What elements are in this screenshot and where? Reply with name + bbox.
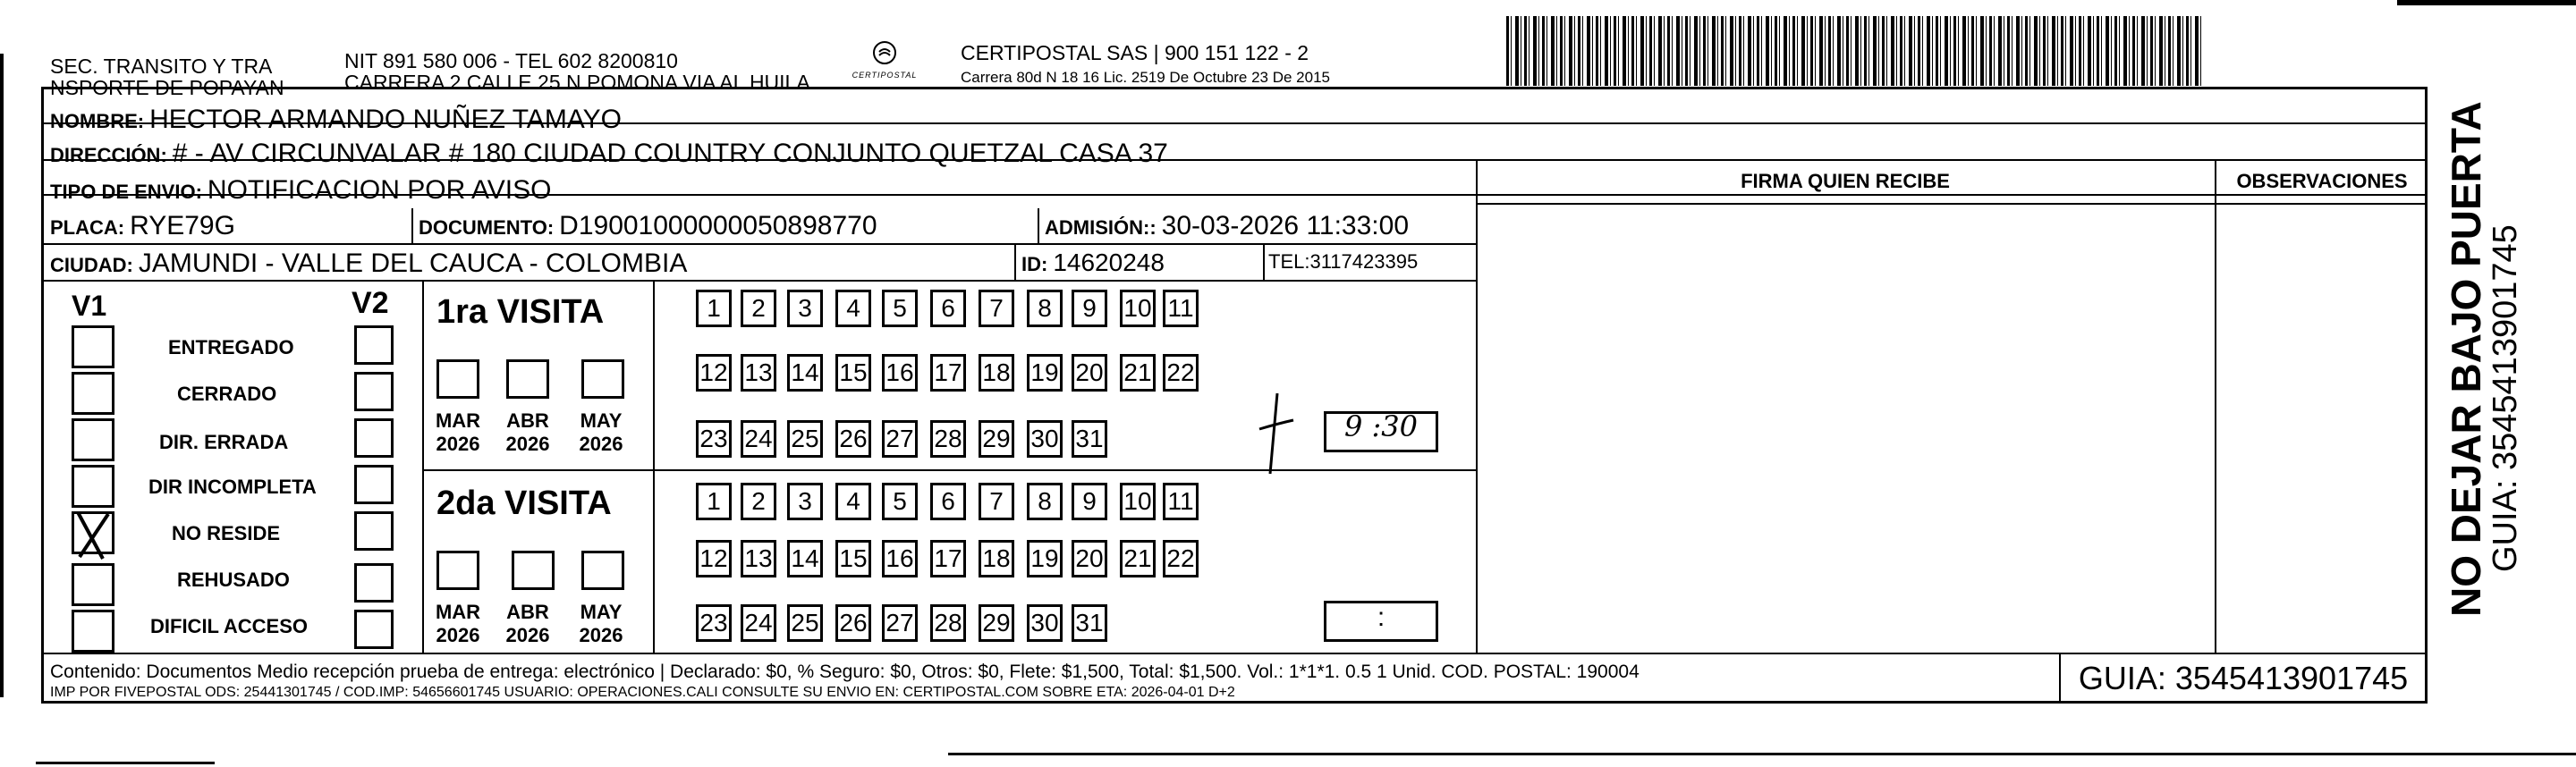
v2-checkbox[interactable] xyxy=(354,418,394,458)
footer-guide: GUIA: 3545413901745 xyxy=(2078,660,2409,696)
visit-2-day-16[interactable]: 16 xyxy=(882,540,918,577)
visit-1-day-15[interactable]: 15 xyxy=(835,354,871,392)
vrule-main xyxy=(1476,159,1478,653)
visit-1-month-may[interactable] xyxy=(581,359,624,399)
visit-2-day-5[interactable]: 5 xyxy=(882,483,918,520)
carrier-logo xyxy=(844,39,925,89)
visit-1-day-8[interactable]: 8 xyxy=(1027,290,1063,327)
visit-2-day-10[interactable]: 10 xyxy=(1120,483,1156,520)
bottom-left-edge xyxy=(36,762,215,764)
visit-1-day-9[interactable]: 9 xyxy=(1072,290,1107,327)
address-row xyxy=(50,139,1168,169)
plate-label: PLACA: xyxy=(50,216,125,239)
document-row xyxy=(419,211,877,241)
visit-2-day-1[interactable]: 1 xyxy=(696,483,732,520)
v1-checkbox[interactable] xyxy=(72,325,114,368)
visit-1-day-17[interactable]: 17 xyxy=(930,354,966,392)
vrule-adm xyxy=(1038,208,1039,243)
carrier-block xyxy=(961,41,1330,87)
visit-2-day-24[interactable]: 24 xyxy=(741,604,776,642)
sender-line-1: SEC. TRANSITO Y TRA xyxy=(50,55,273,78)
visit-1-day-10[interactable]: 10 xyxy=(1120,290,1156,327)
handwritten-mark-icon xyxy=(1250,384,1304,483)
visit-2-day-20[interactable]: 20 xyxy=(1072,540,1107,577)
option-dir-incompleta: DIR INCOMPLETA xyxy=(148,476,317,498)
visit-2-day-21[interactable]: 21 xyxy=(1120,540,1156,577)
recipient-address: # - AV CIRCUNVALAR # 180 CIUDAD COUNTRY CONJUNTO QUETZAL CASA 37 xyxy=(172,139,1168,168)
address-label: DIRECCIÓN: xyxy=(50,144,167,166)
vrule-id xyxy=(1014,243,1016,280)
vrule-tel xyxy=(1263,243,1265,280)
visit-1-day-29[interactable]: 29 xyxy=(979,420,1014,458)
v1-checkbox-checked[interactable] xyxy=(72,511,114,554)
vrule-obs xyxy=(2215,159,2216,653)
option-cerrado: CERRADO xyxy=(177,383,277,405)
rule-5 xyxy=(41,243,1476,245)
visit-2-day-9[interactable]: 9 xyxy=(1072,483,1107,520)
visit-2-title: 2da VISITA xyxy=(436,485,612,522)
header-rule xyxy=(1476,203,2428,205)
visit-2-day-17[interactable]: 17 xyxy=(930,540,966,577)
visit-2-day-7[interactable]: 7 xyxy=(979,483,1014,520)
left-edge-mark xyxy=(0,54,4,697)
visit-2-day-18[interactable]: 18 xyxy=(979,540,1014,577)
observations-header: OBSERVACIONES xyxy=(2236,170,2408,192)
v2-checkbox[interactable] xyxy=(354,465,394,504)
v1-checkbox[interactable] xyxy=(72,372,114,415)
document-label: DOCUMENTO: xyxy=(419,216,555,239)
visit-1-day-25[interactable]: 25 xyxy=(787,420,823,458)
v1-checkbox[interactable] xyxy=(72,418,114,461)
visit-1-month-label-may: MAY 2026 xyxy=(579,409,623,455)
visit-1-month-mar[interactable] xyxy=(436,359,479,399)
visit-2-day-30[interactable]: 30 xyxy=(1027,604,1063,642)
barcode xyxy=(1506,16,2202,86)
visit-2-day-4[interactable]: 4 xyxy=(835,483,871,520)
visit-1-day-20[interactable]: 20 xyxy=(1072,354,1107,392)
plate-row xyxy=(50,211,235,241)
visit-2-day-25[interactable]: 25 xyxy=(787,604,823,642)
visit-1-time: 9 :30 xyxy=(1343,409,1419,443)
v2-checkbox[interactable] xyxy=(354,563,394,603)
tel-row xyxy=(1268,250,1418,274)
carrier-logo-icon xyxy=(871,39,898,66)
visit-2-day-26[interactable]: 26 xyxy=(835,604,871,642)
city-label: CIUDAD: xyxy=(50,254,133,276)
visit-1-day-23[interactable]: 23 xyxy=(696,420,732,458)
tel-number: 3117423395 xyxy=(1309,250,1419,273)
visit-2-month-mar[interactable] xyxy=(436,551,479,590)
side-warning: NO DEJAR BAJO PUERTA xyxy=(2443,101,2489,617)
visit-2-day-2[interactable]: 2 xyxy=(741,483,776,520)
visit-2-month-label-may: MAY 2026 xyxy=(579,601,623,646)
visit-1-day-26[interactable]: 26 xyxy=(835,420,871,458)
id-label: ID: xyxy=(1021,253,1048,275)
visit-1-day-11[interactable]: 11 xyxy=(1163,290,1199,327)
side-guide: GUIA: 3545413901745 xyxy=(2487,224,2524,572)
send-type-label: TIPO DE ENVIO: xyxy=(50,181,202,203)
id-number: 14620248 xyxy=(1053,249,1165,276)
sender-line-2: NSPORTE DE POPAYAN xyxy=(50,76,284,99)
send-type-row xyxy=(50,175,551,206)
option-dificil-acceso: DIFICIL ACCESO xyxy=(150,615,309,637)
carrier-name: CERTIPOSTAL SAS | 900 151 122 - 2 xyxy=(961,41,1309,64)
visit-2-day-14[interactable]: 14 xyxy=(787,540,823,577)
v2-checkbox[interactable] xyxy=(354,511,394,551)
send-type: NOTIFICACION POR AVISO xyxy=(207,175,552,205)
admission-row xyxy=(1045,211,1409,241)
vrule-doc xyxy=(411,208,413,243)
id-row xyxy=(1021,249,1165,277)
v1-checkbox[interactable] xyxy=(72,610,114,653)
v1-label: V1 xyxy=(72,290,107,322)
visit-2-day-31[interactable]: 31 xyxy=(1072,604,1107,642)
visit-2-day-3[interactable]: 3 xyxy=(787,483,823,520)
visit-2-time: : xyxy=(1377,603,1385,632)
visit-2-day-22[interactable]: 22 xyxy=(1163,540,1199,577)
visit-2-day-6[interactable]: 6 xyxy=(930,483,966,520)
recipient-name: HECTOR ARMANDO NUÑEZ TAMAYO xyxy=(149,105,622,134)
visit-1-day-28[interactable]: 28 xyxy=(930,420,966,458)
document-number: D19001000000050898770 xyxy=(559,211,877,240)
visit-2-day-13[interactable]: 13 xyxy=(741,540,776,577)
visit-2-month-label-abr: ABR 2026 xyxy=(505,601,550,646)
visit-1-day-12[interactable]: 12 xyxy=(696,354,732,392)
visit-2-day-15[interactable]: 15 xyxy=(835,540,871,577)
signature-header: FIRMA QUIEN RECIBE xyxy=(1741,170,1950,192)
visit-1-month-abr[interactable] xyxy=(506,359,549,399)
visit-2-day-29[interactable]: 29 xyxy=(979,604,1014,642)
visit-2-day-23[interactable]: 23 xyxy=(696,604,732,642)
check-mark-icon xyxy=(67,505,121,562)
visit-1-day-3[interactable]: 3 xyxy=(787,290,823,327)
v1-checkbox[interactable] xyxy=(72,563,114,606)
visit-1-title: 1ra VISITA xyxy=(436,293,605,331)
visit-1-day-19[interactable]: 19 xyxy=(1027,354,1063,392)
visit-1-day-1[interactable]: 1 xyxy=(696,290,732,327)
visit-1-day-5[interactable]: 5 xyxy=(882,290,918,327)
visit-2-day-28[interactable]: 28 xyxy=(930,604,966,642)
city: JAMUNDI - VALLE DEL CAUCA - COLOMBIA xyxy=(138,249,688,278)
carrier-logo-text: CERTIPOSTAL xyxy=(852,71,918,80)
option-entregado: ENTREGADO xyxy=(168,336,294,358)
visit-1-day-30[interactable]: 30 xyxy=(1027,420,1063,458)
vrule-visit xyxy=(653,280,655,653)
name-label: NOMBRE: xyxy=(50,110,145,132)
admission-label: ADMISIÓN:: xyxy=(1045,216,1157,239)
city-row xyxy=(50,249,687,279)
visit-1-day-7[interactable]: 7 xyxy=(979,290,1014,327)
v2-label: V2 xyxy=(352,286,389,320)
bottom-edge xyxy=(948,753,2576,755)
option-dir-errada: DIR. ERRADA xyxy=(159,431,289,453)
option-no-reside: NO RESIDE xyxy=(172,522,281,544)
v2-checkbox[interactable] xyxy=(354,372,394,411)
visit-1-day-2[interactable]: 2 xyxy=(741,290,776,327)
v2-checkbox[interactable] xyxy=(354,610,394,649)
visit-2-day-8[interactable]: 8 xyxy=(1027,483,1063,520)
option-rehusado: REHUSADO xyxy=(177,569,290,591)
nit-line: NIT 891 580 006 - TEL 602 8200810 xyxy=(344,49,678,72)
visit-1-day-31[interactable]: 31 xyxy=(1072,420,1107,458)
visit-2-month-label-mar: MAR 2026 xyxy=(435,601,481,646)
visit-2-month-may[interactable] xyxy=(581,551,624,590)
footer-content: Contenido: Documentos Medio recepción prueba de entrega: electrónico | Declarado: $0, % Seguro: $0, Otros: $0, Flete: $1,500, Total: $1,500. Vol.: 1*1*1. 0.5 1 Unid. COD. POSTAL: 190004 xyxy=(50,662,1640,682)
corner-mark xyxy=(2397,0,2576,5)
visit-2-day-12[interactable]: 12 xyxy=(696,540,732,577)
visit-2-day-11[interactable]: 11 xyxy=(1163,483,1199,520)
visit-1-day-22[interactable]: 22 xyxy=(1163,354,1199,392)
v2-checkbox[interactable] xyxy=(354,325,394,365)
rule-6 xyxy=(41,280,1476,282)
plate: RYE79G xyxy=(130,211,235,240)
tel-label: TEL: xyxy=(1268,250,1310,273)
name-row xyxy=(50,105,622,135)
visit-1-day-14[interactable]: 14 xyxy=(787,354,823,392)
visit-2-month-abr[interactable] xyxy=(512,551,555,590)
visit-2-day-19[interactable]: 19 xyxy=(1027,540,1063,577)
visit-1-day-4[interactable]: 4 xyxy=(835,290,871,327)
v1-checkbox[interactable] xyxy=(72,465,114,508)
carrier-license: Carrera 80d N 18 16 Lic. 2519 De Octubre 23 De 2015 xyxy=(961,69,1330,86)
sender-address: CARRERA 2 CALLE 25 N POMONA VIA AL HUILA xyxy=(344,71,810,94)
visit-1-day-21[interactable]: 21 xyxy=(1120,354,1156,392)
visit-1-month-label-mar: MAR 2026 xyxy=(435,409,481,455)
visit-1-day-18[interactable]: 18 xyxy=(979,354,1014,392)
vrule-status xyxy=(422,280,424,653)
visit-1-day-24[interactable]: 24 xyxy=(741,420,776,458)
footer-print-info: IMP POR FIVEPOSTAL ODS: 25441301745 / COD.IMP: 54656601745 USUARIO: OPERACIONES.CALI CONSULTE SU ENVIO EN: CERTIPOSTAL.COM SOBRE ETA: 2026-04-01 D+2 xyxy=(50,685,1235,700)
admission-datetime: 30-03-2026 11:33:00 xyxy=(1161,211,1409,240)
visit-1-day-13[interactable]: 13 xyxy=(741,354,776,392)
rule-visits xyxy=(422,469,1476,471)
visit-1-day-6[interactable]: 6 xyxy=(930,290,966,327)
visit-1-month-label-abr: ABR 2026 xyxy=(505,409,550,455)
visit-1-day-16[interactable]: 16 xyxy=(882,354,918,392)
rule-7 xyxy=(41,653,2428,654)
visit-1-day-27[interactable]: 27 xyxy=(882,420,918,458)
visit-2-day-27[interactable]: 27 xyxy=(882,604,918,642)
